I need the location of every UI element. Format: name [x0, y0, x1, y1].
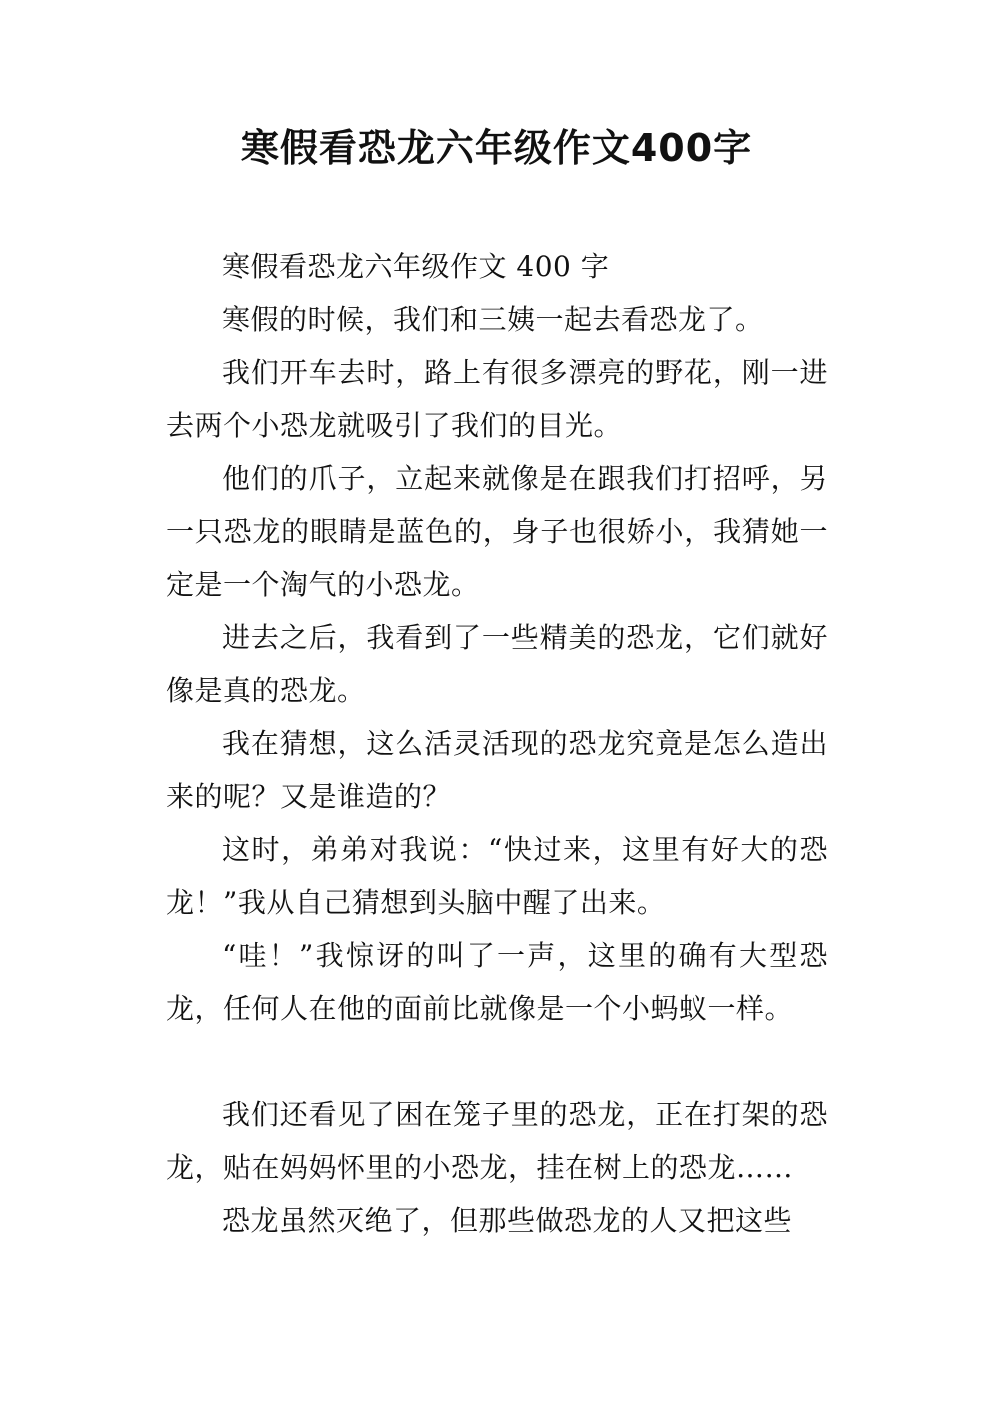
paragraph-subtitle: 寒假看恐龙六年级作文 400 字: [222, 250, 610, 283]
paragraph: 我们开车去时，路上有很多漂亮的野花，刚一进去两个小恐龙就吸引了我们的目光。: [166, 356, 828, 442]
document-title: 寒假看恐龙六年级作文400字: [240, 126, 753, 170]
paragraph: 恐龙虽然灭绝了，但那些做恐龙的人又把这些: [222, 1204, 793, 1237]
paragraph: 进去之后，我看到了一些精美的恐龙，它们就好像是真的恐龙。: [166, 621, 828, 707]
document-body: [166, 240, 828, 1247]
paragraph: 我们还看见了困在笼子里的恐龙，正在打架的恐龙，贴在妈妈怀里的小恐龙，挂在树上的恐龙……: [166, 1098, 828, 1184]
paragraph: “哇！”我惊讶的叫了一声，这里的确有大型恐龙，任何人在他的面前比就像是一个小蚂蚁一样。: [166, 939, 828, 1025]
paragraph: 他们的爪子，立起来就像是在跟我们打招呼，另一只恐龙的眼睛是蓝色的，身子也很娇小，我猜她一定是一个淘气的小恐龙。: [166, 462, 828, 601]
paragraph: 这时，弟弟对我说：“快过来，这里有好大的恐龙！”我从自己猜想到头脑中醒了出来。: [166, 833, 828, 919]
paragraph: 我在猜想，这么活灵活现的恐龙究竟是怎么造出来的呢？又是谁造的？: [166, 727, 828, 813]
paragraph: 寒假的时候，我们和三姨一起去看恐龙了。: [222, 303, 764, 336]
